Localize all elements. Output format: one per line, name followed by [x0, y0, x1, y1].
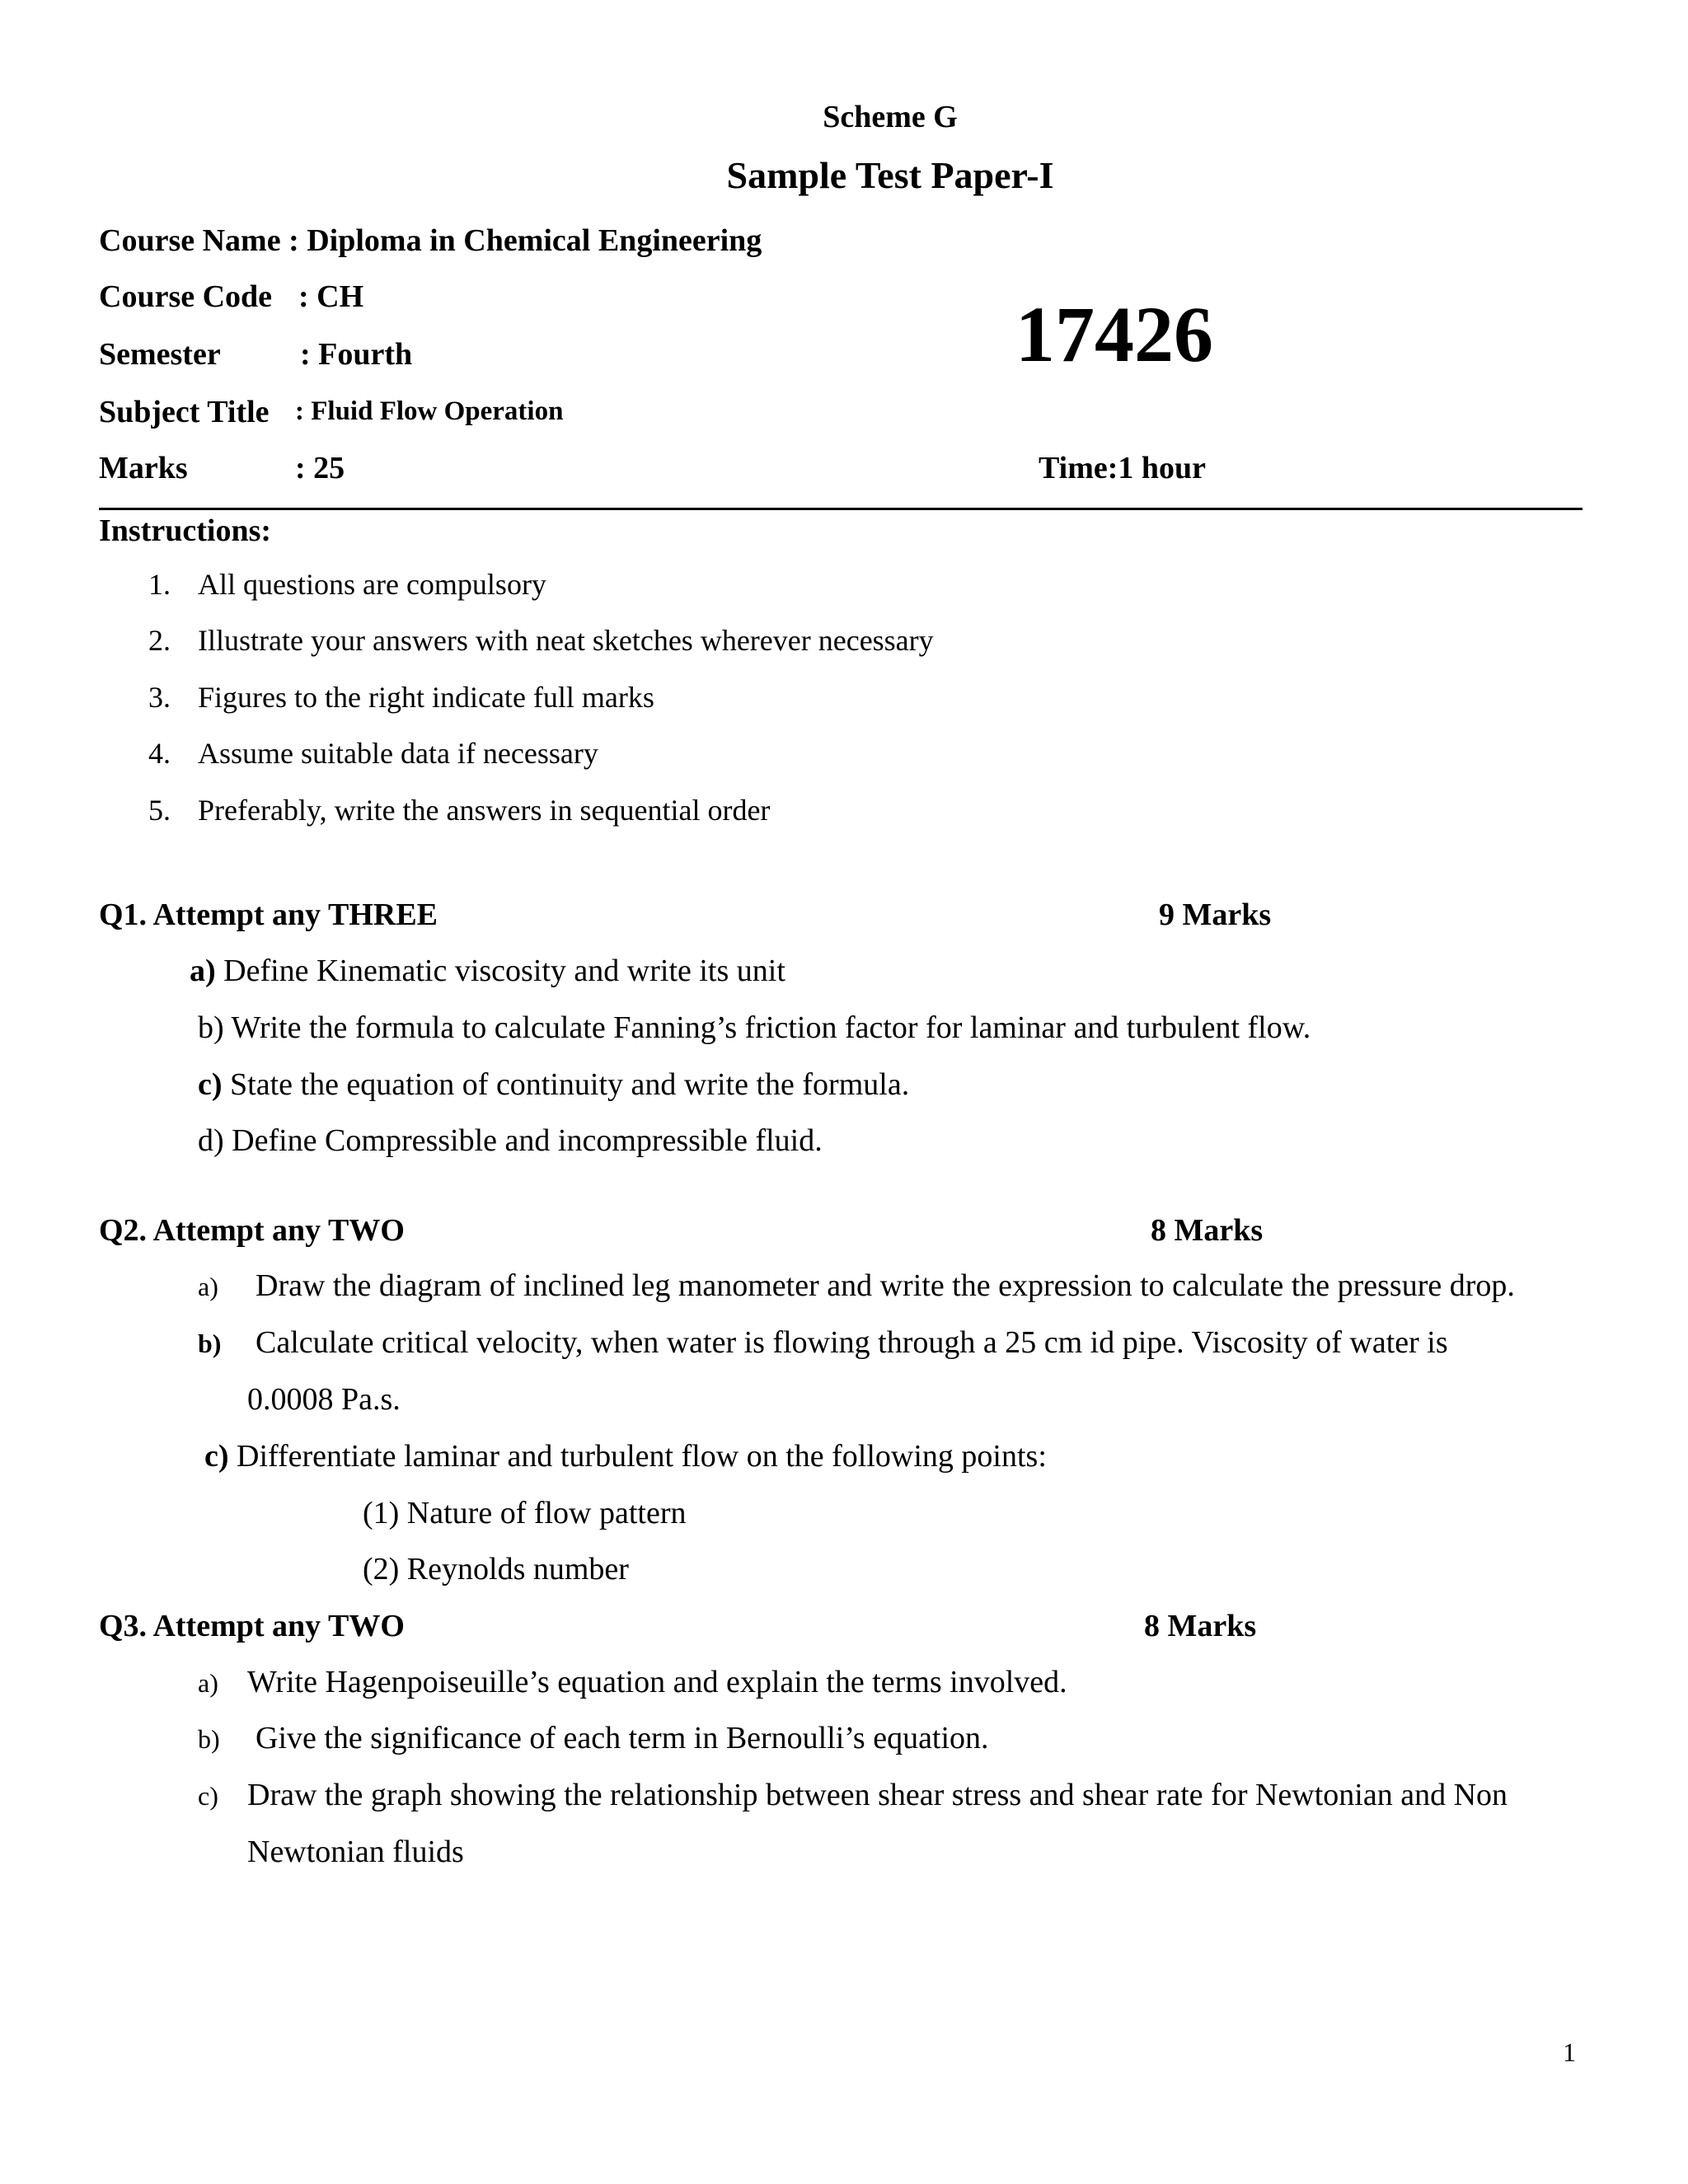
item-text: State the equation of continuity and write the formula.: [222, 1067, 910, 1102]
q2-item-c-point: (2) Reynolds number: [363, 1552, 629, 1586]
subject-title-sep: :: [295, 396, 304, 426]
q2-item-a-text: Draw the diagram of inclined leg manometer and write the expression to calculate the pressure drop.: [256, 1268, 1515, 1303]
q1-heading: Q1. Attempt any THREE: [99, 898, 438, 932]
course-code-sep: :: [298, 279, 309, 314]
item-label: d): [198, 1123, 224, 1158]
q3-item-b-text: Give the significance of each term in Bernoulli’s equation.: [256, 1721, 989, 1755]
instruction-item: Preferably, write the answers in sequential order: [198, 794, 771, 827]
course-code-value: CH: [316, 279, 364, 314]
q1-marks: 9 Marks: [1159, 898, 1272, 932]
instruction-item: Assume suitable data if necessary: [198, 737, 598, 770]
course-name-value: Diploma in Chemical Engineering: [307, 223, 762, 258]
semester-label: Semester: [99, 337, 221, 372]
item-label: b): [198, 1724, 220, 1754]
subject-title-value-row: [295, 396, 563, 427]
q1-item-c: [198, 1066, 909, 1103]
instruction-number: 4.: [148, 737, 171, 770]
semester-value-row: [300, 336, 412, 373]
q1-item-b: [198, 1010, 1311, 1046]
item-label: a): [190, 954, 216, 988]
item-label: b): [198, 1329, 222, 1358]
q3-item-c-text: Draw the graph showing the relationship between shear stress and shear rate for Newtonian and Non: [247, 1778, 1508, 1812]
item-label: c): [198, 1067, 223, 1102]
course-code-value-row: [298, 279, 363, 315]
item-text: Write the formula to calculate Fanning’s friction factor for laminar and turbulent flow.: [223, 1010, 1311, 1045]
scheme-label: Scheme G: [823, 100, 958, 134]
item-text: Define Compressible and incompressible fluid.: [223, 1123, 823, 1158]
instructions-heading: Instructions:: [99, 513, 272, 548]
semester-sep: :: [300, 337, 311, 372]
item-text: Define Kinematic viscosity and write its unit: [215, 954, 785, 988]
paper-code: 17426: [1015, 290, 1213, 378]
instruction-number: 2.: [148, 624, 171, 657]
instruction-number: 1.: [148, 568, 171, 601]
course-name-row: [99, 223, 762, 259]
header-divider: [99, 508, 1582, 510]
q3-marks: 8 Marks: [1144, 1609, 1257, 1643]
q2-item-c: [204, 1438, 1047, 1474]
course-name-label: Course Name: [99, 223, 281, 258]
time-label: Time:1 hour: [1039, 451, 1207, 485]
subject-title-value: Fluid Flow Operation: [311, 396, 564, 426]
q3-item-a-text: Write Hagenpoiseuille’s equation and explain the terms involved.: [247, 1665, 1067, 1699]
q1-item-a: [190, 953, 785, 989]
course-code-label: Course Code: [99, 279, 273, 314]
marks-sep: :: [295, 451, 306, 485]
item-label: a): [198, 1668, 218, 1698]
q2-item-c-point: (1) Nature of flow pattern: [363, 1496, 687, 1530]
instruction-item: Figures to the right indicate full marks: [198, 681, 654, 714]
q3-heading: Q3. Attempt any TWO: [99, 1609, 405, 1643]
q2-item-b-continued: 0.0008 Pa.s.: [247, 1382, 401, 1417]
marks-label: Marks: [99, 451, 188, 485]
item-label: b): [198, 1010, 224, 1045]
item-label: c): [198, 1781, 218, 1811]
item-label: c): [204, 1439, 229, 1474]
instruction-number: 5.: [148, 794, 171, 827]
subject-title-label: Subject Title: [99, 395, 270, 429]
q2-item-b-text: Calculate critical velocity, when water is flowing through a 25 cm id pipe. Viscosity of water is: [256, 1325, 1448, 1360]
paper-title: Sample Test Paper-I: [726, 154, 1054, 196]
instruction-item: All questions are compulsory: [198, 568, 546, 601]
page-number: 1: [1563, 2037, 1576, 2067]
item-text: Differentiate laminar and turbulent flow on the following points:: [228, 1439, 1047, 1474]
instruction-number: 3.: [148, 681, 171, 714]
q2-marks: 8 Marks: [1151, 1213, 1264, 1248]
marks-value: 25: [313, 451, 345, 485]
q3-item-c-continued: Newtonian fluids: [247, 1835, 464, 1869]
semester-value: Fourth: [318, 337, 413, 372]
course-name-sep: :: [288, 223, 299, 258]
marks-value-row: [295, 450, 345, 486]
q2-heading: Q2. Attempt any TWO: [99, 1213, 405, 1248]
instruction-item: Illustrate your answers with neat sketches wherever necessary: [198, 624, 934, 657]
q1-item-d: [198, 1122, 823, 1159]
item-label: a): [198, 1272, 218, 1301]
